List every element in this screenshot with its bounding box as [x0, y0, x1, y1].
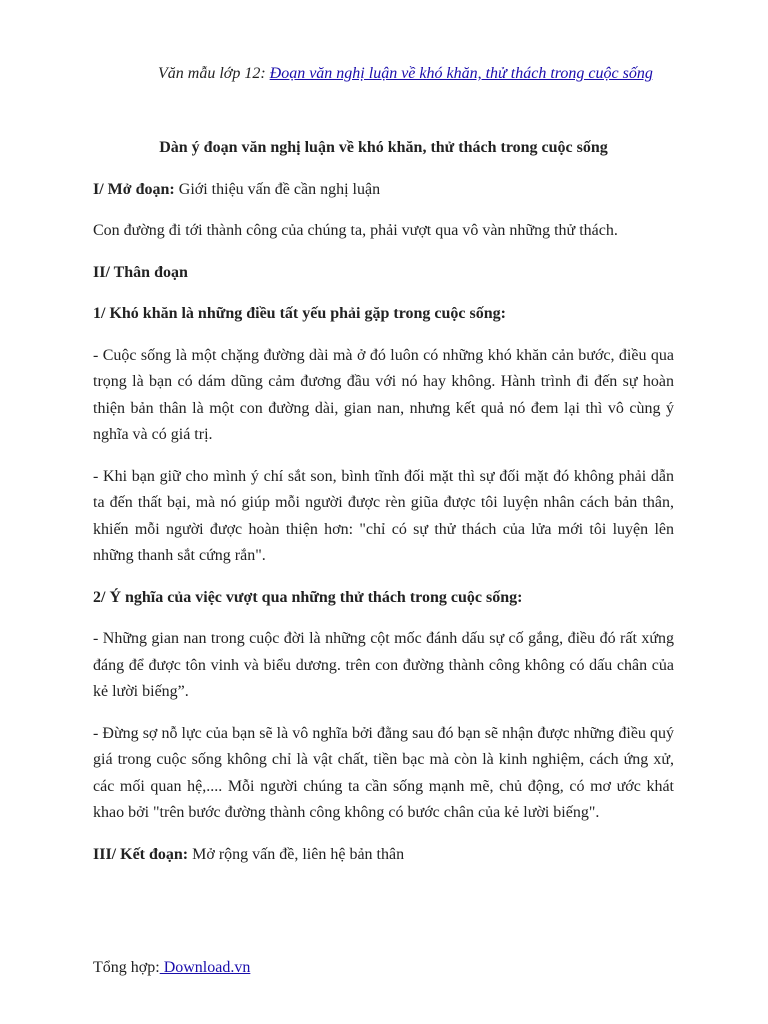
subsection-2-paragraph-1: - Những gian nan trong cuộc đời là những cột mốc đánh dấu sự cố gắng, điều đó rất xứng đáng để được tôn vinh và biểu dương. trên con đường thành công không có dấu chân của kẻ lười biếng”. — [93, 630, 674, 700]
footer-prefix: Tổng hợp: — [93, 959, 160, 976]
section-conclusion-heading: III/ Kết đoạn: — [93, 845, 189, 863]
subsection-1-paragraph-2: - Khi bạn giữ cho mình ý chí sắt son, bình tĩnh đối mặt thì sự đối mặt đó không phải dẫn ta đến thất bại, mà nó giúp mỗi người được rèn giũa được tôi luyện nhân cách bản thân, khiến mỗi người được hoàn thiện hơn: "chỉ có sự thử thách của lửa mới tôi luyện lên những thanh sắt cứng rắn". — [93, 467, 674, 564]
page-footer — [93, 957, 250, 979]
header-prefix: Văn mẫu lớp 12: — [158, 65, 270, 82]
section-body-heading: II/ Thân đoạn — [93, 263, 188, 281]
subsection-2-heading: 2/ Ý nghĩa của việc vượt qua những thử thách trong cuộc sống: — [93, 588, 523, 606]
document-title: Dàn ý đoạn văn nghị luận về khó khăn, thử thách trong cuộc sống — [159, 139, 608, 156]
page-header — [158, 63, 678, 85]
subsection-1-paragraph-1: - Cuộc sống là một chặng đường dài mà ở đó luôn có những khó khăn cản bước, điều qua trọng là bạn có dám dũng cảm đương đầu với nó hay không. Hành trình đi đến sự hoàn thiện bản thân là một con đường dài, gian nan, nhưng kết quả nó đem lại thì vô cùng ý nghĩa và có giá trị. — [93, 346, 674, 443]
document-body — [93, 135, 674, 883]
section-conclusion-text: Mở rộng vấn đề, liên hệ bản thân — [188, 845, 405, 863]
subsection-2-paragraph-2: - Đừng sợ nỗ lực của bạn sẽ là vô nghĩa bởi đằng sau đó bạn sẽ nhận được những điều quý giá trong cuộc sống không chỉ là vật chất, tiền bạc mà còn là kinh nghiệm, cách ứng xử, các mối quan hệ,.... Mỗi người chúng ta cần sống mạnh mẽ, chủ động, có mơ ước khát khao bởi "trên bước đường thành công không có bước chân của kẻ lười biếng". — [93, 724, 674, 821]
section-intro-text: Giới thiệu vấn đề cần nghị luận — [174, 180, 381, 198]
section-conclusion — [93, 842, 674, 869]
section-intro-heading: I/ Mở đoạn: — [93, 180, 175, 198]
section-intro — [93, 177, 674, 204]
footer-source-link[interactable]: Download.vn — [159, 959, 251, 976]
subsection-1-heading: 1/ Khó khăn là những điều tất yếu phải gặp trong cuộc sống: — [93, 305, 506, 322]
header-article-link[interactable]: Đoạn văn nghị luận về khó khăn, thử thách trong cuộc sống — [269, 65, 653, 82]
intro-paragraph: Con đường đi tới thành công của chúng ta, phải vượt qua vô vàn những thử thách. — [93, 222, 618, 239]
